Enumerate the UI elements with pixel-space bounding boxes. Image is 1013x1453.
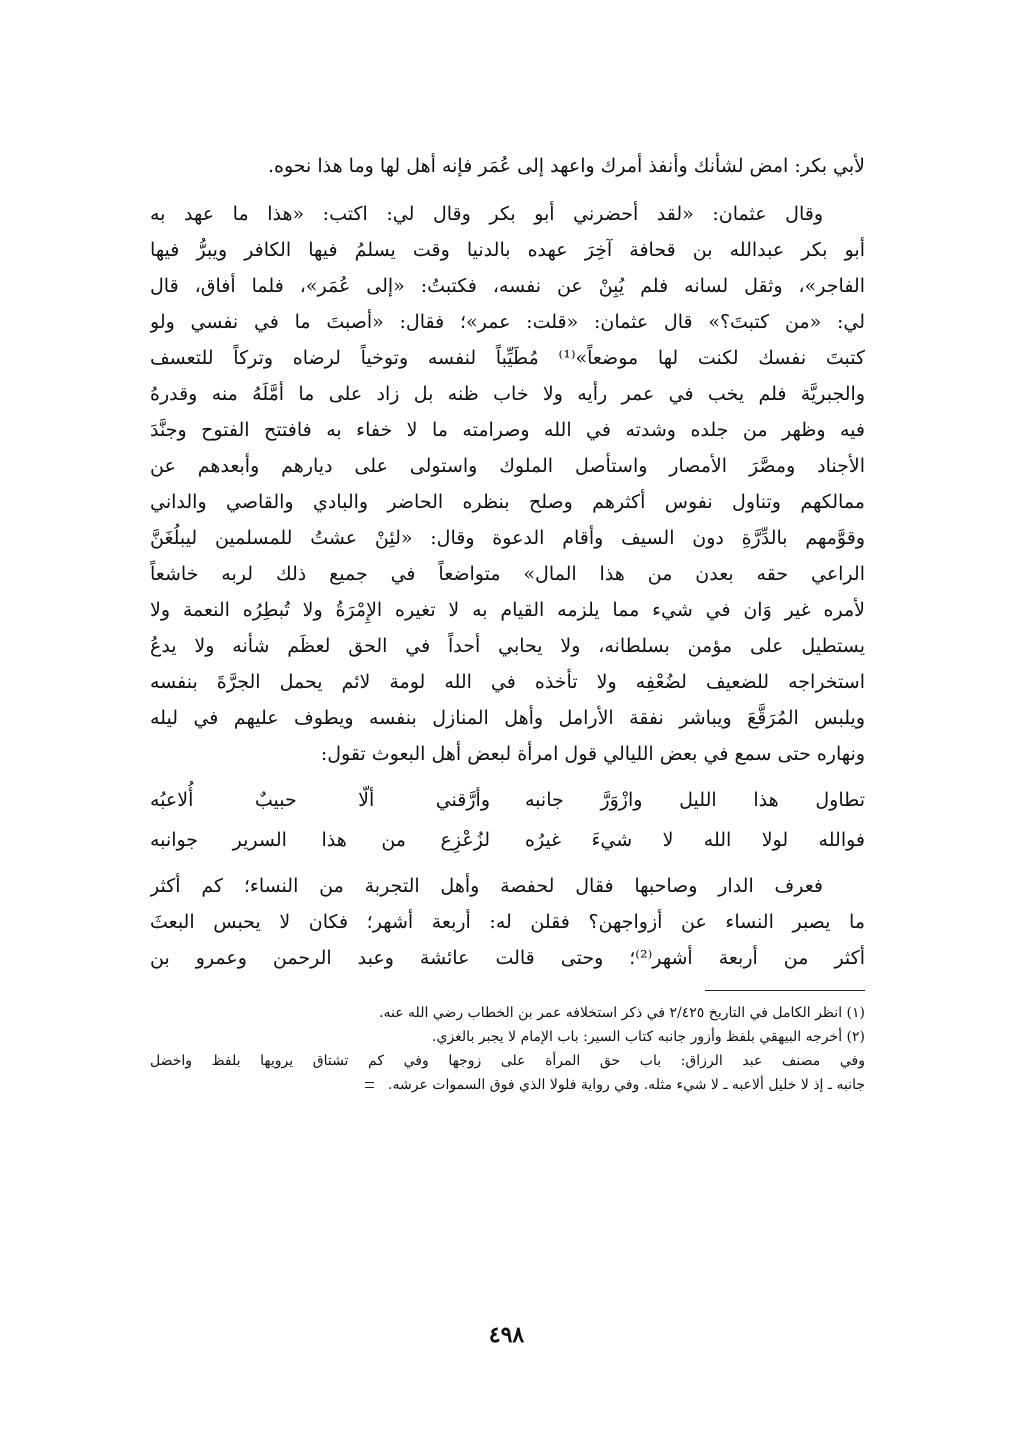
body-line: الراعي حقه بعدن من هذا المال» متواضعاً في جميع ذلك لربه خاشعاً (150, 563, 865, 585)
verse-first-hemistich: تطاول هذا الليل وازْوَرَّ جانبه (525, 789, 865, 811)
page-number: ٤٩٨ (488, 1322, 525, 1348)
body-line: ونهاره حتى سمع في بعض الليالي قول امرأة لبعض أهل البعوث تقول: (320, 743, 865, 765)
body-line: فعرف الدار وصاحبها فقال لحفصة وأهل التجربة من النساء؛ كم أكثر (150, 875, 823, 897)
footnote: (٢) أخرجه البيهقي بلفظ وأزور جانبه كتاب السير: باب الإمام لا يجبر بالغزي. (432, 1029, 865, 1045)
continuation-mark-icon (365, 1082, 374, 1088)
footnote-divider (705, 990, 865, 991)
footnote: وفي مصنف عبد الرزاق: باب حق المرأة على زوجها وفي كم تشتاق يرويها بلفظ واخضل (150, 1053, 865, 1069)
footnote-last-line (150, 1073, 865, 1097)
verse-first-hemistich: فوالله لولا الله لا شيءَ غيرُه (525, 829, 865, 851)
verse-second-hemistich: وأرَّقني ألّا حبيبٌ أُلاعبُه (150, 789, 490, 811)
body-line: لي: «من كتبتَ؟» قال عثمان: «قلت: عمر»؛ فقال: «أصبتَ ما في نفسي ولو (150, 311, 865, 333)
body-line: فيه وظهر من جلده وشدته في الله وصرامته ما لا خفاء به فافتتح الفتوح وجنَّدَ (150, 419, 865, 441)
verse-second-hemistich: لزُعْزِع من هذا السرير جوانبه (150, 829, 490, 851)
page-body (150, 148, 865, 1388)
verse (150, 780, 865, 820)
body-line: أبو بكر عبدالله بن قحافة آخِرَ عهده بالدنيا وقت يسلمُ فيها الكافر ويبرُّ فيها (150, 239, 865, 261)
body-line: وقال عثمان: «لقد أحضرني أبو بكر وقال لي: اكتب: «هذا ما عهد به (150, 203, 823, 225)
body-line: استخراجه للضعيف لضُعْفِه ولا تأخذه في الله لومة لائم يحمل الجرَّةَ بنفسه (150, 671, 865, 693)
body-line: ممالكهم وتناول نفوس أكثرهم وصلح بنظره الحاضر والبادي والقاصي والداني (150, 491, 865, 513)
footnote: (١) انظر الكامل في التاريخ ٢/٤٢٥ في ذكر استخلافه عمر بن الخطاب رضي الله عنه. (379, 1005, 865, 1021)
body-line: يستطيل على مؤمن بسلطانه، ولا يحابي أحداً في الحق لعظَم شأنه ولا يدعُ (150, 635, 865, 657)
body-line: الفاجر»، وثقل لسانه فلم يُبِنْ عن نفسه، فكتبتُ: «إلى عُمَر»، فلما أفاق، قال (150, 275, 865, 297)
verse (150, 820, 865, 860)
body-line: لأمره غير وَان في شيء مما يلزمه القيام به لا تغيره الإِمْرَةُ ولا تُبطِرُه النعمة ولا (150, 599, 865, 621)
body-line: كتبتَ نفسك لكنت لها موضعاً»⁽¹⁾ مُطَيِّباً لنفسه وتوخياً لرضاه وتركاً للتعسف (150, 347, 865, 369)
body-line: والجبريَّة فلم يخب في عمر رأيه ولا خاب ظنه بل زاد على ما أمَّلَهُ منه وقدرهُ (150, 383, 865, 405)
body-line: الأجناد ومصَّرَ الأمصار واستأصل الملوك واستولى على ديارهم وأبعدهم عن (150, 455, 865, 477)
footnote: جانبه ـ إذ لا خليل ألاعبه ـ لا شيء مثله. وفي رواية فلولا الذي فوق السموات عرشه. (388, 1077, 865, 1093)
body-line: لأبي بكر: امض لشأنك وأنفذ أمرك واعهد إلى عُمَر فإنه أهل لها وما هذا نحوه. (267, 155, 865, 177)
poem-verses (150, 780, 865, 860)
body-line: وقوَّمهم بالدِّرَّةِ دون السيف وأقام الدعوة وقال: «لئِنْ عشتُ للمسلمين ليبلُغَنَّ (150, 527, 865, 549)
body-line: أكثر من أربعة أشهر⁽²⁾؛ وحتى قالت عائشة وعبد الرحمن وعمرو بن (150, 947, 865, 969)
body-line: ما يصبر النساء عن أزواجهن؟ فقلن له: أربعة أشهر؛ فكان لا يحبس البعثَ (150, 911, 865, 933)
body-line: ويلبس المُرَقَّعَ ويباشر نفقة الأرامل وأهل المنازل بنفسه ويطوف عليهم في ليله (150, 707, 865, 729)
